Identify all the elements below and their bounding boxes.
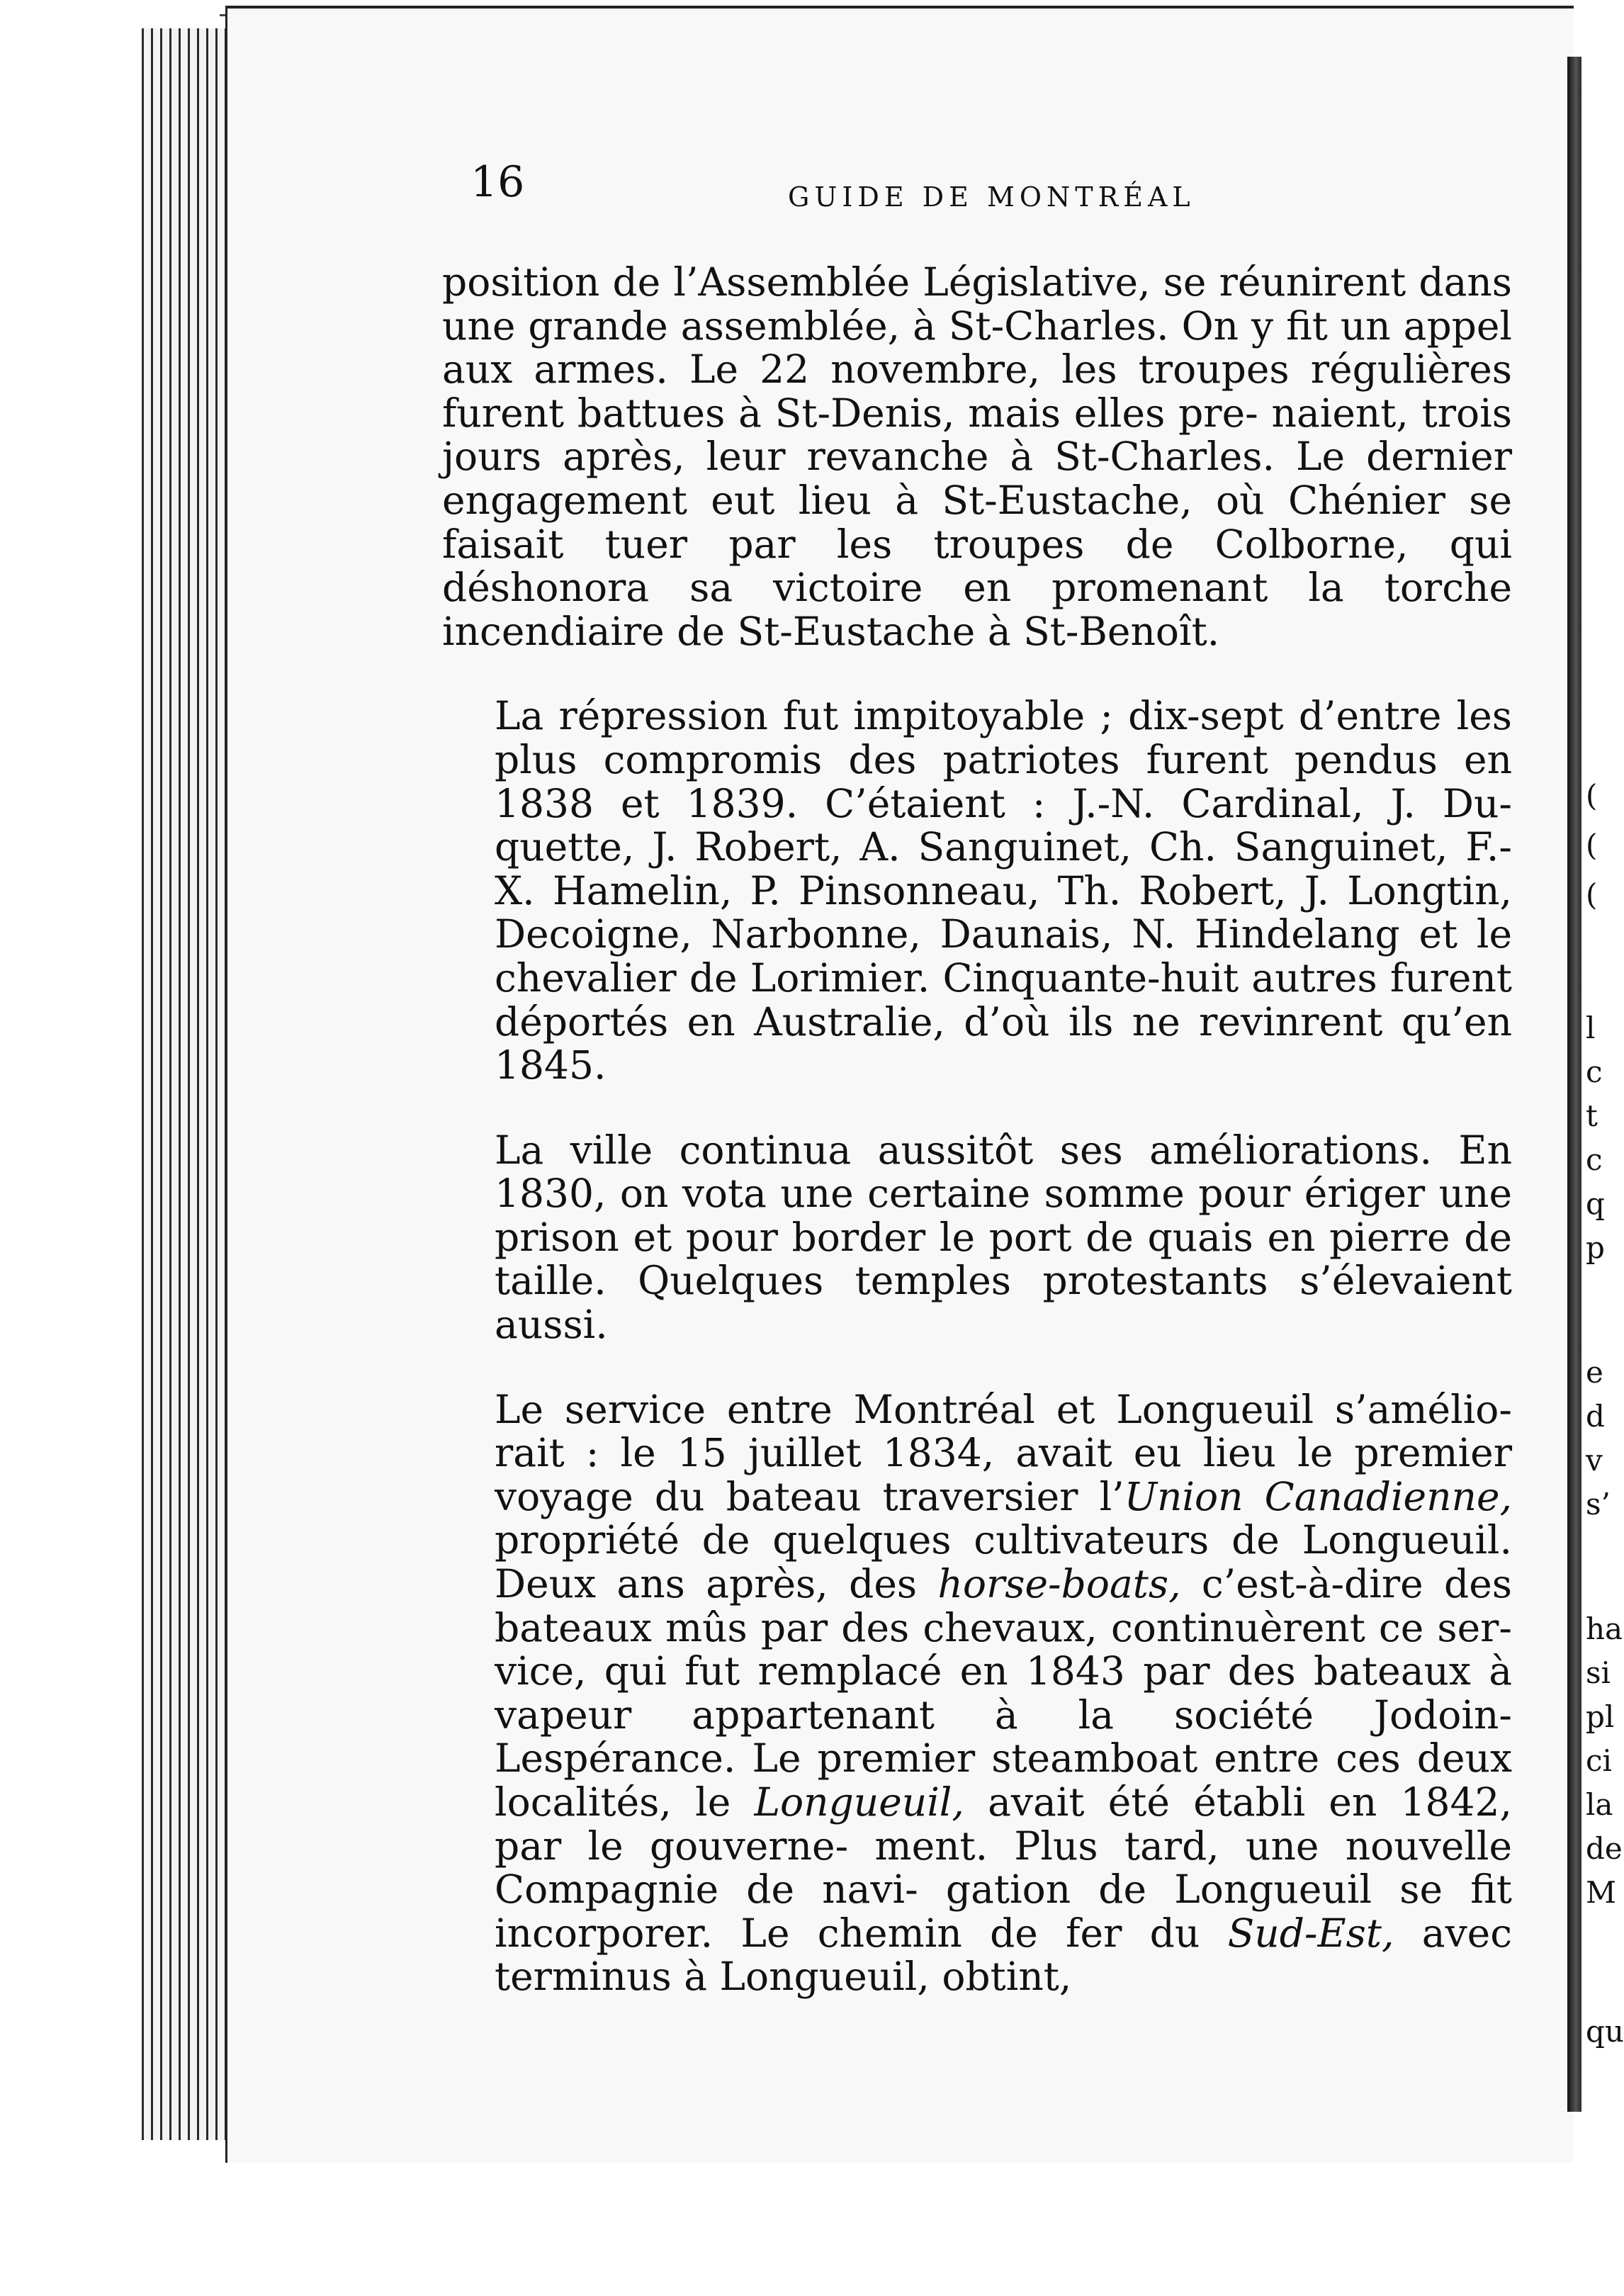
text-run: avait été établi en 1842, par le gouverne- [495, 1779, 1513, 1869]
text-line: dans une grande assemblée, à St-Charles. On y fit [442, 259, 1513, 349]
text-line: Le service entre Montréal et Longueuil s’amélio- [495, 1386, 1512, 1432]
facing-page-fragment: ( [1586, 877, 1598, 912]
text-line: bateaux mûs par des chevaux, continuèrent ce ser- [495, 1604, 1512, 1650]
text-line: naient, trois jours après, leur revanche à St-Charles. [442, 390, 1512, 480]
text-line: Le dernier engagement eut lieu à St-Eustache, où [442, 434, 1512, 523]
stacked-page-edges [142, 0, 227, 2140]
term-horse-boats: horse-boats, [937, 1561, 1181, 1607]
text-line: 1838 et 1839. C’étaient : J.-N. Cardinal, J. Du- [495, 780, 1512, 826]
facing-page-fragment: p [1586, 1230, 1605, 1265]
page-body [442, 261, 1512, 1999]
text-line: les plus compromis des patriotes furent pendus en [495, 693, 1512, 782]
page-number: 16 [470, 157, 525, 207]
facing-page-fragment: d [1586, 1399, 1605, 1434]
text-line: un appel aux armes. Le 22 novembre, les troupes [442, 303, 1512, 393]
text-line: vice, qui fut remplacé en 1843 par des bateaux à [495, 1648, 1512, 1694]
text-line: La répression fut impitoyable ; dix-sept d’entre [495, 693, 1442, 739]
railway-name-sud-est: Sud-Est, [1227, 1910, 1394, 1956]
text-run: Deux ans après, des [495, 1561, 938, 1607]
facing-page-fragment: ( [1586, 828, 1598, 862]
text-line: gation de Longueuil se fit incorporer. Le chemin [495, 1867, 1512, 1956]
text-line [495, 1561, 1512, 1606]
facing-page-fragment: c [1586, 1142, 1603, 1177]
text-line: La ville continua aussitôt ses améliorations. En [495, 1127, 1512, 1173]
text-line: Chénier se faisait tuer par les troupes de Colborne, [442, 477, 1512, 567]
text-line: ment. Plus tard, une nouvelle Compagnie de navi- [495, 1823, 1513, 1913]
text-line: déportés en Australie, d’où ils ne revinrent qu’en [495, 998, 1512, 1045]
text-run: avec terminus à Longueuil, obtint, [495, 1910, 1513, 2000]
text-line: 1845. [495, 1042, 607, 1088]
facing-page-fragment: ( [1586, 778, 1598, 813]
text-line: chevalier de Lorimier. Cinquante-huit autres furent [495, 955, 1512, 1001]
facing-page-fragment: la [1586, 1787, 1613, 1822]
text-line: taille. Quelques temples protestants s’élevaient [495, 1258, 1512, 1304]
running-title: GUIDE DE MONTRÉAL [788, 181, 1195, 213]
paragraph-repression [442, 694, 1512, 1087]
ship-name-union-canadienne: Union Canadienne, [1124, 1473, 1512, 1519]
text-line: incendiaire de St-Eustache à St-Benoît. [442, 608, 1220, 654]
facing-page-fragment: q [1586, 1186, 1605, 1221]
text-line: qui déshonora sa victoire en promenant la torche [442, 521, 1512, 611]
paragraph-insurrection [442, 261, 1512, 653]
facing-page-fragment: pl [1586, 1699, 1615, 1734]
text-line: 1830, on vota une certaine somme pour ériger une [495, 1171, 1512, 1217]
text-line [495, 1474, 1512, 1519]
facing-page-fragment: e [1586, 1355, 1603, 1390]
text-line: Hamelin, P. Pinsonneau, Th. Robert, J. Longtin, [552, 867, 1513, 913]
facing-page-fragment: qu [1586, 2014, 1624, 2049]
text-line: quette, J. Robert, A. Sanguinet, Ch. Sanguinet, F.-X. [495, 824, 1512, 913]
facing-page-fragment: de [1586, 1831, 1623, 1866]
text-run: de fer du [990, 1910, 1228, 1956]
text-line: Decoigne, Narbonne, Daunais, N. Hindelang et le [495, 911, 1512, 957]
facing-page-fragment: s’ [1586, 1487, 1611, 1521]
book-spine-shadow [1567, 57, 1581, 2112]
text-line: Le premier steamboat entre ces deux localités, le [495, 1735, 1512, 1825]
facing-page-fragment: v [1586, 1443, 1603, 1478]
paragraph-longueuil-service [442, 1388, 1512, 1999]
facing-page-fragment: M [1586, 1875, 1617, 1910]
facing-page-fragment: l [1586, 1011, 1596, 1045]
facing-page-fragment: si [1586, 1655, 1611, 1690]
text-line: vapeur appartenant à la société Jodoin-Lespérance. [495, 1692, 1512, 1782]
text-line: rait : le 15 juillet 1834, avait eu lieu le premier [495, 1430, 1512, 1476]
text-line: position de l’Assemblée Législative, se réunirent [442, 259, 1406, 305]
ship-name-longueuil: Longueuil, [754, 1779, 964, 1825]
text-line: propriété de quelques cultivateurs de Longueuil. [495, 1517, 1512, 1563]
paragraph-ameliorations [442, 1129, 1512, 1347]
facing-page-fragment: ha [1586, 1611, 1623, 1646]
facing-page-fragment: t [1586, 1098, 1598, 1133]
facing-page-fragment: ci [1586, 1743, 1612, 1778]
text-line: prison et pour border le port de quais en pierre de [495, 1214, 1512, 1260]
text-line: régulières furent battues à St-Denis, mais elles pre- [442, 347, 1512, 436]
text-run: c’est-à-dire des [1180, 1561, 1512, 1607]
text-run: voyage du bateau traversier l’ [495, 1473, 1124, 1519]
text-line: aussi. [495, 1302, 608, 1348]
facing-page-fragment: c [1586, 1054, 1603, 1089]
